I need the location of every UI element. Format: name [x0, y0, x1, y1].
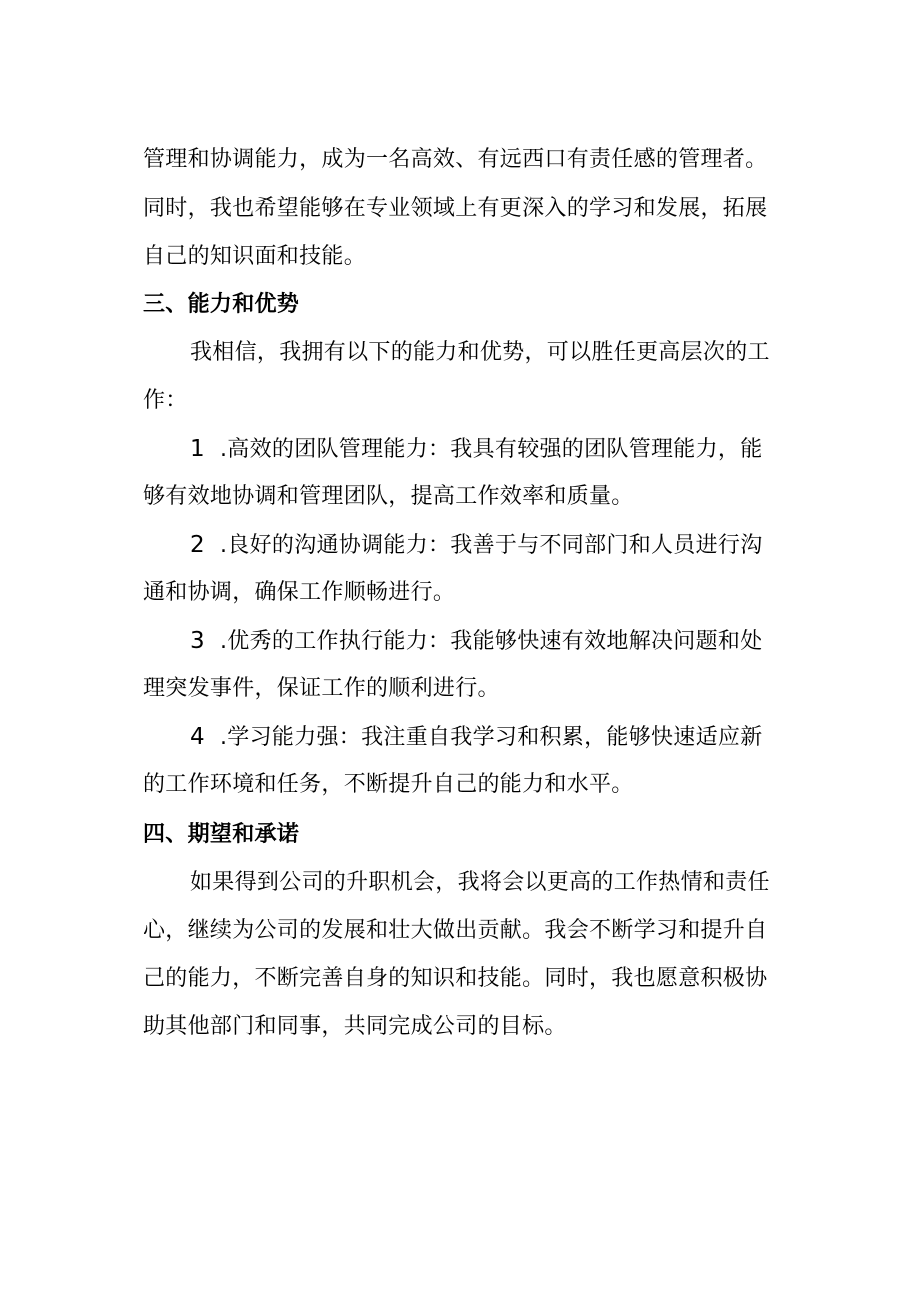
list-item-first-line [190, 434, 763, 465]
list-item-continuation: 理突发事件，保证工作的顺利进行。 [143, 676, 500, 701]
list-item-continuation: 够有效地协调和管理团队，提高工作效率和质量。 [143, 484, 634, 509]
list-item-text: .高效的团队管理能力：我具有较强的团队管理能力，能 [220, 437, 763, 462]
list-item-first-line [190, 722, 763, 753]
list-item-number: 2 [190, 532, 205, 558]
body-text-line: 自己的知识面和技能。 [143, 244, 367, 269]
list-item-continuation: 的工作环境和任务，不断提升自己的能力和水平。 [143, 772, 634, 797]
body-text-line: 如果得到公司的升职机会，我将会以更高的工作热情和责任 [190, 870, 770, 895]
list-item-first-line [190, 626, 763, 657]
body-text-line: 己的能力，不断完善自身的知识和技能。同时，我也愿意积极协 [143, 966, 768, 991]
list-item-number: 3 [190, 628, 205, 654]
list-item-continuation: 通和协调，确保工作顺畅进行。 [143, 580, 456, 605]
body-text-line: 作： [143, 388, 188, 413]
body-text-line: 管理和协调能力，成为一名高效、有远西口有责任感的管理者。 [143, 147, 768, 172]
body-text-line: 心，继续为公司的发展和壮大做出贡献。我会不断学习和提升自 [143, 918, 768, 943]
list-item-text: .良好的沟通协调能力：我善于与不同部门和人员进行沟 [220, 533, 763, 558]
list-item-first-line [190, 530, 763, 561]
section-heading: 四、期望和承诺 [143, 822, 300, 847]
body-text-line: 同时，我也希望能够在专业领域上有更深入的学习和发展，拓展 [143, 196, 768, 221]
list-item-number: 4 [190, 724, 205, 750]
section-heading: 三、能力和优势 [143, 292, 300, 317]
body-text-line: 我相信，我拥有以下的能力和优势，可以胜任更高层次的工 [190, 340, 770, 365]
body-text-line: 助其他部门和同事，共同完成公司的目标。 [143, 1014, 567, 1039]
list-item-text: .优秀的工作执行能力：我能够快速有效地解决问题和处 [220, 629, 763, 654]
list-item-number: 1 [190, 436, 205, 462]
list-item-text: .学习能力强：我注重自我学习和积累，能够快速适应新 [220, 725, 763, 750]
